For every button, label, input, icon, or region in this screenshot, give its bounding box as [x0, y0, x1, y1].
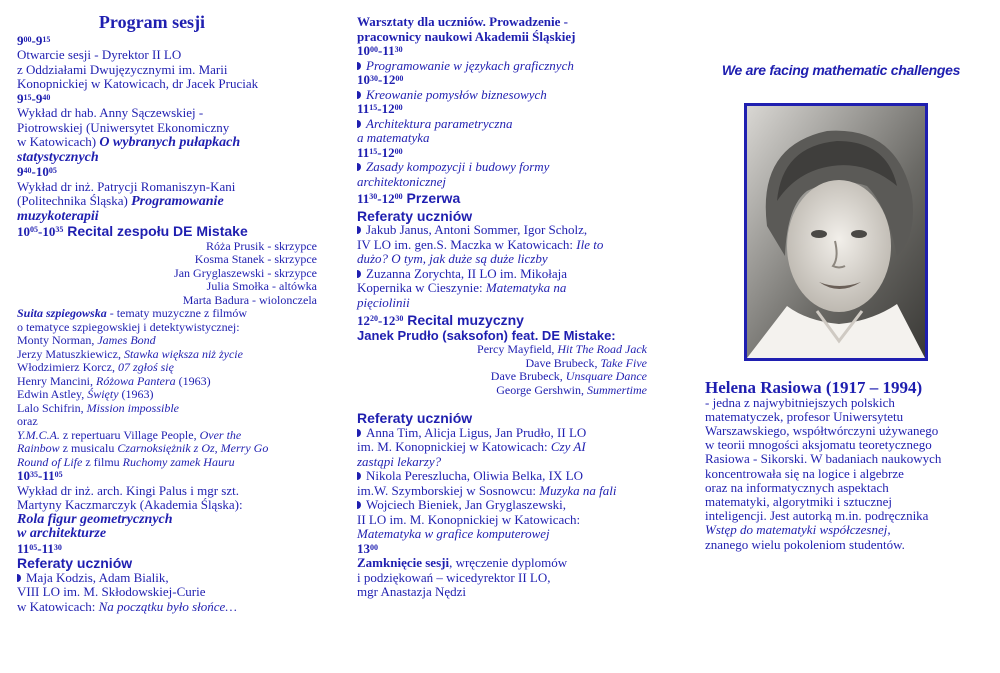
program-text: Wykład dr inż. arch. Kingi Palus i mgr szt.	[17, 482, 239, 498]
presentation-item: Maja Kodzis, Adam Bialik,	[17, 571, 317, 586]
presentation-title: Matematyka w grafice komputerowej	[357, 526, 550, 541]
bullet-icon	[357, 120, 361, 128]
bio-line: znanego wielu pokoleniom studentów.	[705, 536, 905, 552]
bullet-icon	[357, 163, 361, 171]
band-member: Jan Gryglaszewski - skrzypce	[174, 265, 317, 280]
bio-line: matematyczek, profesor Uniwersytetu	[705, 408, 904, 424]
band-member: Kosma Stanek - skrzypce	[194, 252, 317, 266]
bio-line: w teorii mnogości aksjomatu teoretycznego	[705, 437, 932, 453]
biography-text	[705, 396, 975, 552]
workshops-heading: pracownicy naukowi Akademii Śląskiej	[357, 28, 576, 44]
bullet-icon	[357, 270, 361, 278]
band-list	[17, 240, 317, 308]
bullet-icon	[357, 91, 361, 99]
program-text: w Katowicach: Na początku było słońce…	[17, 598, 237, 614]
bio-line: koncentrowała się na logice i algebrze	[705, 465, 904, 481]
band-member: Róża Prusik - skrzypce	[206, 238, 317, 253]
recital-slot: $12^{20}-12^{30}$ Recital muzyczny	[357, 312, 524, 328]
band-member: Julia Smołka - altówka	[206, 279, 317, 293]
lecture-title: statystycznych	[17, 149, 99, 165]
program-text: IV LO im. gen.S. Maczka w Katowicach: Ile to	[357, 236, 604, 252]
program-text: VIII LO im. M. Skłodowskiej-Curie	[17, 584, 206, 599]
program-text: w Katowicach) O wybranych pułapkach	[17, 134, 241, 150]
closing-text: Zamknięcie sesji, wręczenie dyplomów	[357, 555, 568, 570]
program-text: Martyny Kaczmarczyk (Akademia Śląska):	[17, 497, 243, 512]
film-item: Henry Mancini, Różowa Pantera (1963)	[17, 373, 211, 388]
biography-name: Helena Rasiowa (1917 – 1994)	[705, 378, 923, 397]
film-item: Jerzy Matuszkiewicz, Stawka większa niż życie	[17, 346, 243, 361]
film-item: Edwin Astley, Święty (1963)	[17, 387, 154, 401]
workshop-item: Architektura parametryczna	[357, 117, 647, 132]
section-heading: Referaty uczniów	[357, 207, 473, 224]
workshop-item: Zasady kompozycji i budowy formy	[357, 160, 647, 175]
bullet-icon	[357, 472, 361, 480]
bio-line: - jedna z najwybitniejszych polskich	[705, 394, 895, 410]
musical-text: Round of Life z filmu Ruchomy zamek Hauru	[17, 454, 235, 469]
bio-line: Rasiowa - Sikorski. W badaniach naukowych	[705, 451, 942, 467]
presentation-item: Jakub Janus, Antoni Sommer, Igor Scholz,	[357, 223, 647, 238]
song-item: Dave Brubeck, Take Five	[525, 355, 647, 370]
program-text: Wykład dr hab. Anny Sączewskiej -	[17, 105, 204, 120]
bullet-icon	[357, 226, 361, 234]
program-column	[17, 0, 317, 614]
presentation-title: pięciolinii	[357, 294, 410, 310]
time-slot: $9^{40}-10^{05}$	[17, 164, 57, 179]
recital-performers: Janek Prudło (saksofon) feat. DE Mistake:	[357, 327, 616, 343]
program-title: Program sesji	[98, 12, 206, 32]
workshop-item: Programowanie w językach graficznych	[357, 59, 647, 74]
film-list	[17, 334, 317, 415]
program-text: (Politechnika Śląska) Programowanie	[17, 193, 224, 209]
section-heading: Referaty uczniów	[17, 555, 133, 571]
lecture-title: Rola figur geometrycznych	[17, 511, 173, 527]
song-item: Percy Mayfield, Hit The Road Jack	[477, 342, 647, 356]
program-text: Kopernika w Cieszynie: Matematyka na	[357, 280, 567, 295]
presentation-item: Anna Tim, Alicja Ligus, Jan Prudło, II LO	[357, 426, 647, 441]
time-slot: $10^{05}-10^{35}$ Recital zespołu DE Mistake	[17, 223, 248, 239]
time-slot: $11^{15}-12^{00}$	[357, 101, 403, 116]
bio-line: oraz na informatycznych aspektach	[705, 479, 889, 495]
time-slot: $10^{30}-12^{00}$	[357, 72, 404, 87]
bio-line: inteligencji. Jest autorką m.in. podręcznika	[705, 508, 929, 524]
film-item: Włodzimierz Korcz, 07 zgłoś się	[17, 360, 174, 374]
program-text: Otwarcie sesji - Dyrektor II LO	[17, 47, 182, 62]
film-item: Monty Norman, James Bond	[17, 333, 156, 347]
program-text: Piotrowskiej (Uniwersytet Ekonomiczny	[17, 119, 230, 135]
program-text: Wykład dr inż. Patrycji Romaniszyn-Kani	[17, 178, 236, 194]
time-slot: $11^{05}-11^{30}$	[17, 540, 62, 556]
song-item: Dave Brubeck, Unsquare Dance	[490, 369, 647, 383]
presentation-item: Zuzanna Zorychta, II LO im. Mikołaja	[357, 267, 647, 282]
program-text: im.W. Szymborskiej w Sosnowcu: Muzyka na fali	[357, 482, 617, 498]
presentation-item: Nikola Pereszlucha, Oliwia Belka, IX LO	[357, 469, 647, 484]
workshops-heading: Warsztaty dla uczniów. Prowadzenie -	[357, 14, 568, 29]
bio-line: Warszawskiego, współtwórczyni używanego	[705, 422, 939, 438]
presentation-title: zastąpi lekarzy?	[357, 453, 442, 469]
suite-heading: Suita szpiegowska - tematy muzyczne z filmów	[17, 306, 247, 320]
time-slot: $11^{15}-12^{00}$	[357, 144, 403, 160]
musical-text: Y.M.C.A. z repertuaru Village People, Over the	[17, 427, 242, 442]
bullet-icon	[357, 429, 361, 437]
lecture-title: w architekturze	[17, 526, 107, 541]
closing-text: i podziękowań – wicedyrektor II LO,	[357, 569, 551, 585]
workshops-column	[357, 15, 647, 600]
time-slot: $10^{35}-11^{05}$	[17, 468, 63, 483]
oraz-text: oraz	[17, 414, 38, 428]
song-list	[357, 343, 647, 397]
presentation-title: dużo? O tym, jak duże są duże liczby	[357, 251, 548, 266]
time-slot: $13^{00}$	[357, 540, 378, 556]
program-text: Konopnickiej w Katowicach, dr Jacek Pruciak	[17, 76, 259, 91]
bullet-icon	[357, 62, 361, 70]
workshop-item-cont: a matematyka	[357, 130, 430, 145]
time-slot: $9^{00}-9^{15}$	[17, 32, 51, 48]
program-text: II LO im. M. Konopnickiej w Katowicach:	[357, 511, 581, 527]
break-slot: $11^{30}-12^{00}$ Przerwa	[357, 190, 461, 206]
bio-line: matematyki, algorytmiki i sztucznej	[705, 493, 893, 509]
time-slot: $9^{15}-9^{40}$	[17, 90, 51, 106]
bullet-icon	[357, 501, 361, 509]
motto-heading: We are facing mathematic challenges	[721, 62, 961, 78]
film-item: Lalo Schifrin, Mission impossible	[17, 400, 179, 415]
bullet-icon	[17, 574, 21, 582]
program-text: z Oddziałami Dwujęzycznymi im. Marii	[17, 61, 228, 77]
closing-text: mgr Anastazja Nędzi	[357, 584, 467, 599]
workshop-item-cont: architektonicznej	[357, 173, 447, 189]
time-slot: $10^{00}-11^{30}$	[357, 43, 403, 58]
lecture-title: muzykoterapii	[17, 208, 99, 224]
musical-text: Rainbow z musicalu Czarnoksiężnik z Oz, Merry Go	[17, 441, 269, 455]
suite-text: o tematyce szpiegowskiej i detektywistycznej:	[17, 319, 240, 334]
program-text: im. M. Konopnickiej w Katowicach: Czy AI	[357, 439, 586, 454]
workshop-item: Kreowanie pomysłów biznesowych	[357, 88, 647, 103]
band-member: Marta Badura - wiolonczela	[182, 292, 317, 307]
bio-book-title: Wstęp do matematyki współczesnej,	[705, 522, 891, 538]
presentation-item: Wojciech Bieniek, Jan Gryglaszewski,	[357, 498, 647, 513]
song-item: George Gershwin, Summertime	[496, 382, 647, 397]
section-heading: Referaty uczniów	[357, 410, 473, 426]
biography-column	[705, 0, 975, 552]
